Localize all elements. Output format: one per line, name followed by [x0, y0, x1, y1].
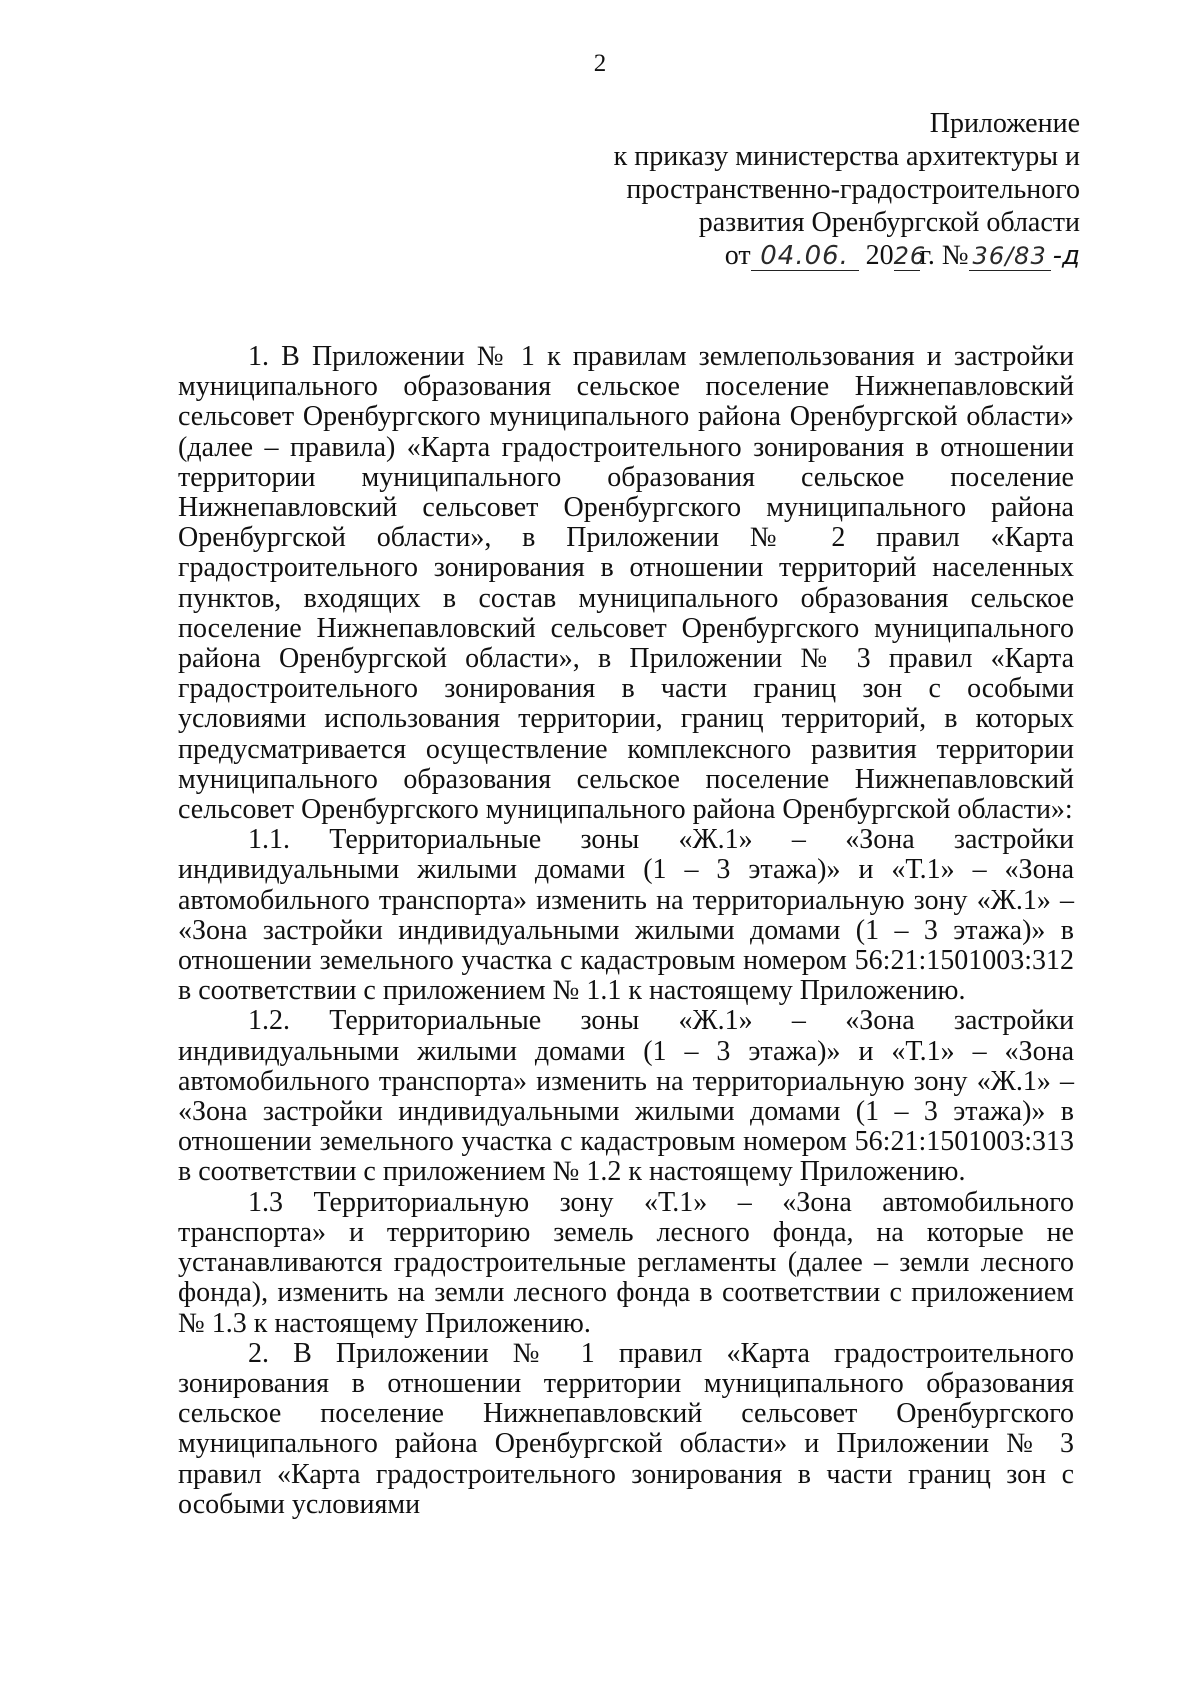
- appendix-order-line: к приказу министерства архитектуры и: [613, 141, 1080, 172]
- appendix-ministry-line: пространственно-градостроительного: [626, 174, 1080, 205]
- handwritten-order-number: 36/83: [969, 242, 1051, 271]
- appendix-title: Приложение: [929, 108, 1080, 139]
- document-body: [178, 342, 1074, 1520]
- paragraph-2: 2. В Приложении № 1 правил «Карта градостроительного зонирования в отношении территории муниципального образования сельское поселение Нижнепавловский сельсовет Оренбургского муниципального района Оренбургской области» и Приложении № 3 правил «Карта градостроительного зонирования в части границ зон с особыми условиями: [178, 1337, 1074, 1520]
- paragraph-1-3: 1.3 Территориальную зону «Т.1» – «Зона автомобильного транспорта» и территорию земель лесного фонда, на которые не устанавливаются градостроительные регламенты (далее – земли лесного фонда), изменить на земли лесного фонда в соответствии с приложением № 1.3 к настоящему Приложению.: [178, 1186, 1074, 1339]
- page-number: 2: [593, 50, 607, 77]
- number-prefix: г. №: [919, 240, 969, 271]
- appendix-region-line: развития Оренбургской области: [698, 207, 1080, 238]
- paragraph-1-1: 1.1. Территориальные зоны «Ж.1» – «Зона застройки индивидуальными жилыми домами (1 – 3 этажа)» и «Т.1» – «Зона автомобильного транспорта» изменить на территориальную зону «Ж.1» – «Зона застройки индивидуальными жилыми домами (1 – 3 этажа)» в отношении земельного участка с кадастровым номером 56:21:1501003:312 в соответствии с приложением № 1.1 к настоящему Приложению.: [178, 824, 1074, 1007]
- appendix-header: [460, 107, 1080, 273]
- year-prefix: 20: [865, 240, 894, 271]
- paragraph-1: 1. В Приложении № 1 к правилам землепользования и застройки муниципального образования сельское поселение Нижнепавловский сельсовет Оренбургского муниципального района Оренбургской области» (далее – правила) «Карта градостроительного зонирования в отношении территории муниципального образования сельское поселение Нижнепавловский сельсовет Оренбургского муниципального района Оренбургской области», в Приложении № 2 правил «Карта градостроительного зонирования в отношении территорий населенных пунктов, входящих в состав муниципального образования сельское поселение Нижнепавловский сельсовет Оренбургского муниципального района Оренбургской области», в Приложении № 3 правил «Карта градостроительного зонирования в части границ зон с особыми условиями использования территории, границ территорий, в которых предусматривается осуществление комплексного развития территории муниципального образования сельское поселение Нижнепавловский сельсовет Оренбургского муниципального района Оренбургской области»:: [178, 341, 1074, 826]
- handwritten-date: 04.06.: [751, 242, 859, 271]
- handwritten-order-suffix: -д: [1052, 241, 1080, 271]
- handwritten-year: 26: [893, 242, 927, 270]
- paragraph-1-2: 1.2. Территориальные зоны «Ж.1» – «Зона застройки индивидуальными жилыми домами (1 – 3 этажа)» и «Т.1» – «Зона автомобильного транспорта» изменить на территориальную зону «Ж.1» – «Зона застройки индивидуальными жилыми домами (1 – 3 этажа)» в отношении земельного участка с кадастровым номером 56:21:1501003:313 в соответствии с приложением № 1.2 к настоящему Приложению.: [178, 1005, 1074, 1188]
- date-prefix: от: [724, 240, 751, 271]
- order-date-number-line: [460, 239, 1080, 273]
